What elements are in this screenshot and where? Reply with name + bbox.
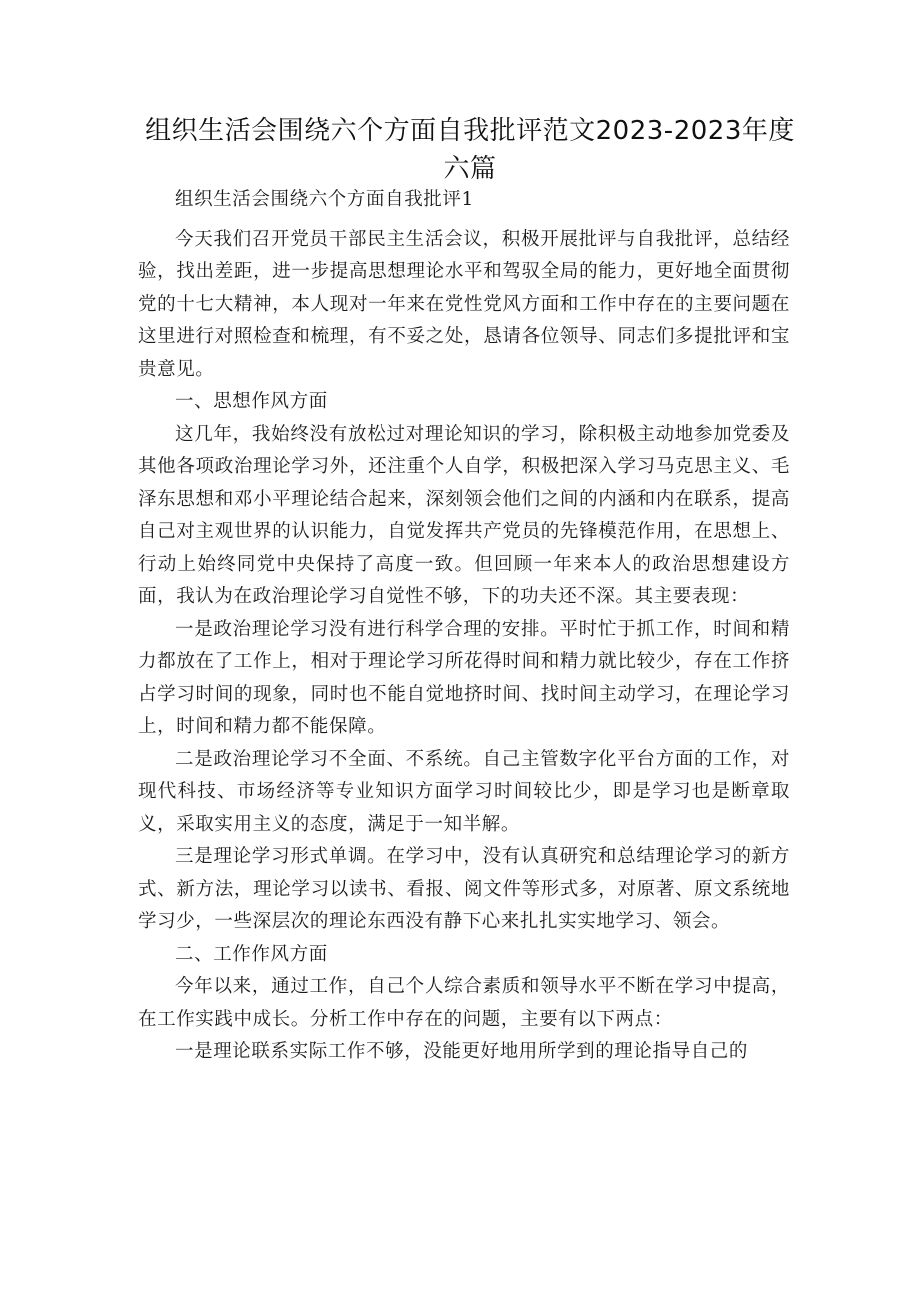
section-subtitle: 组织生活会围绕六个方面自我批评1 [175, 189, 474, 210]
paragraph: 二是政治理论学习不全面、不系统。自己主管数字化平台方面的工作，对现代科技、市场经济等专业知识方面学习时间较比少，即是学习也是断章取义，采取实用主义的态度，满足于一知半解。 [138, 748, 790, 835]
paragraph: 今年以来，通过工作，自己个人综合素质和领导水平不断在学习中提高，在工作实践中成长。分析工作中存在的问题，主要有以下两点： [138, 976, 790, 1030]
paragraph: 三是理论学习形式单调。在学习中，没有认真研究和总结理论学习的新方式、新方法，理论学习以读书、看报、阅文件等形式多，对原著、原文系统地学习少，一些深层次的理论东西没有静下心来扎扎实实地学习、领会。 [138, 846, 790, 932]
paragraph: 这几年，我始终没有放松过对理论知识的学习，除积极主动地参加党委及其他各项政治理论学习外，还注重个人自学，积极把深入学习马克思主义、毛泽东思想和邓小平理论结合起来，深刻领会他们之间的内涵和内在联系，提高自己对主观世界的认识能力，自觉发挥共产党员的先锋模范作用，在思想上、行动上始终同党中央保持了高度一致。但回顾一年来本人的政治思想建设方面，我认为在政治理论学习自觉性不够，下的功夫还不深。其主要表现： [138, 423, 790, 607]
document-title: 组织生活会围绕六个方面自我批评范文2023-2023年度六篇 [145, 116, 795, 184]
section-heading: 一、思想作风方面 [175, 391, 328, 412]
paragraph: 一是理论联系实际工作不够，没能更好地用所学到的理论指导自己的 [175, 1041, 749, 1062]
paragraph: 一是政治理论学习没有进行科学合理的安排。平时忙于抓工作，时间和精力都放在了工作上，相对于理论学习所花得时间和精力就比较少，存在工作挤占学习时间的现象，同时也不能自觉地挤时间、找时间主动学习，在理论学习上，时间和精力都不能保障。 [138, 618, 790, 737]
document-body [138, 184, 790, 1069]
paragraph: 今天我们召开党员干部民主生活会议，积极开展批评与自我批评，总结经验，找出差距，进一步提高思想理论水平和驾驭全局的能力，更好地全面贯彻党的十七大精神，本人现对一年来在党性党风方面和工作中存在的主要问题在这里进行对照检查和梳理，有不妥之处，恳请各位领导、同志们多提批评和宝贵意见。 [138, 228, 790, 380]
section-heading: 二、工作作风方面 [175, 943, 328, 965]
